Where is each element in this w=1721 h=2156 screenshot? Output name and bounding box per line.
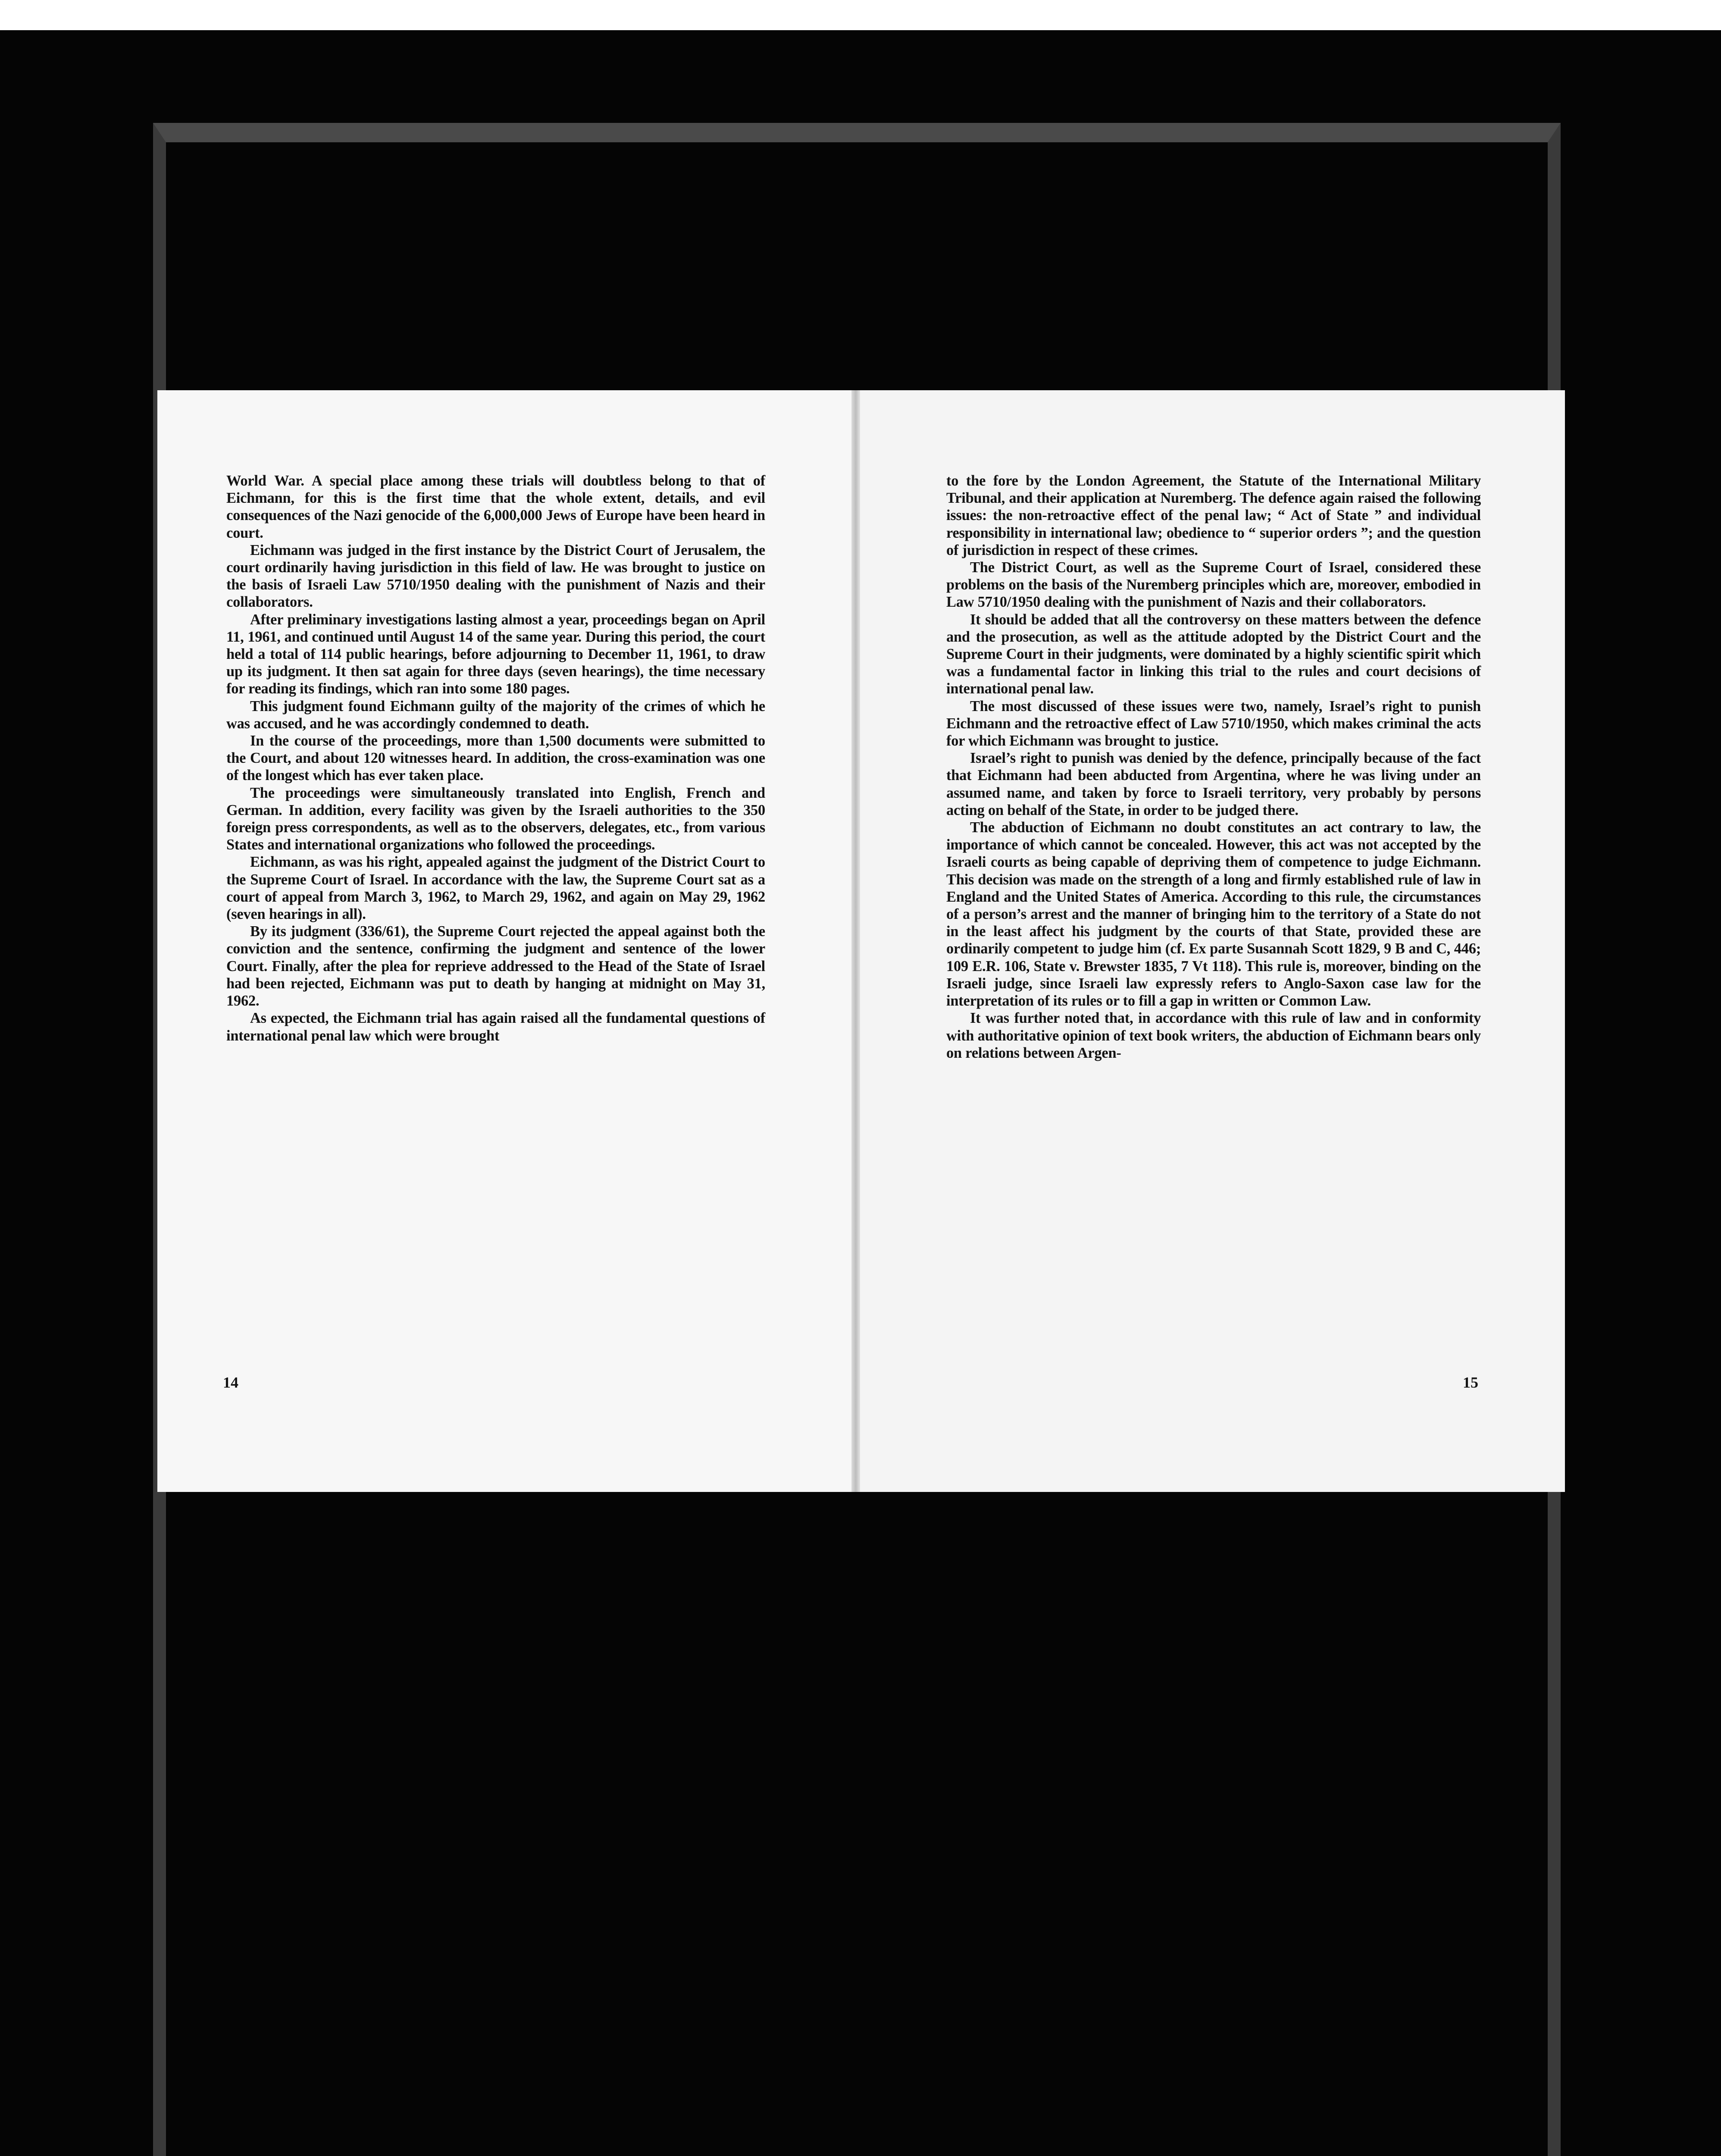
page-number-left: 14: [223, 1374, 238, 1391]
paragraph: The District Court, as well as the Supreme Court of Israel, considered these problems on the basis of the Nuremberg principles which are, moreover, embodied in Law 5710/1950 dealing with the punishment of Nazis and their collaborators.: [946, 559, 1481, 611]
book-gutter: [851, 390, 860, 1492]
page-number-right: 15: [1463, 1374, 1478, 1391]
paragraph: By its judgment (336/61), the Supreme Court rejected the appeal against both the conviction and the sentence, confirming the judgment and sentence of the lower Court. Finally, after the plea for reprieve addressed to the Head of the State of Israel had been rejected, Eichmann was put to death by hanging at midnight on May 31, 1962.: [226, 923, 765, 1009]
paragraph: In the course of the proceedings, more than 1,500 documents were submitted to the Court, and about 120 witnesses heard. In addition, the cross-examination was one of the longest which has ever taken place.: [226, 733, 765, 784]
book-spread: [157, 390, 1565, 1492]
left-page-text: [226, 472, 765, 1044]
paragraph: It was further noted that, in accordance with this rule of law and in conformity with authoritative opinion of text book writers, the abduction of Eichmann bears only on relations between Argen-: [946, 1010, 1481, 1061]
paragraph: The most discussed of these issues were two, namely, Israel’s right to punish Eichmann and the retroactive effect of Law 5710/1950, which makes criminal the acts for which Eichmann was brought to justice.: [946, 698, 1481, 749]
paragraph: It should be added that all the controversy on these matters between the defence and the prosecution, as well as the attitude adopted by the District Court and the Supreme Court in their judgments, were dominated by a highly scientific spirit which was a fundamental factor in linking this trial to the rules and court decisions of international penal law.: [946, 611, 1481, 697]
left-page: [157, 390, 851, 1492]
paragraph: After preliminary investigations lasting almost a year, proceedings began on April 11, 1961, and continued until August 14 of the same year. During this period, the court held a total of 114 public hearings, before adjourning to December 11, 1961, to draw up its judgment. It then sat again for three days (seven hearings), the time necessary for reading its findings, which ran into some 180 pages.: [226, 611, 765, 697]
paragraph: Israel’s right to punish was denied by the defence, principally because of the fact that Eichmann had been abducted from Argentina, where he was living under an assumed name, and taken by force to Israeli territory, very probably by persons acting on behalf of the State, in order to be judged there.: [946, 750, 1481, 818]
paragraph: The proceedings were simultaneously translated into English, French and German. In addition, every facility was given by the Israeli authorities to the 350 foreign press correspondents, as well as to the observers, delegates, etc., from various States and international organizations who followed the proceedings.: [226, 784, 765, 853]
paragraph: World War. A special place among these trials will doubtless belong to that of Eichmann, for this is the first time that the whole extent, details, and evil consequences of the Nazi genocide of the 6,000,000 Jews of Europe have been heard in court.: [226, 473, 765, 541]
right-page: [860, 390, 1565, 1492]
paragraph: The abduction of Eichmann no doubt constitutes an act contrary to law, the importance of which cannot be concealed. However, this act was not accepted by the Israeli courts as being capable of depriving them of competence to judge Eichmann. This decision was made on the strength of a long and firmly established rule of law in England and the United States of America. According to this rule, the circumstances of a person’s arrest and the manner of bringing him to the territory of a State do not in the least affect his judgment by the courts of that State, provided these are ordinarily competent to judge him (cf. Ex parte Susannah Scott 1829, 9 B and C, 446; 109 E.R. 106, State v. Brewster 1835, 7 Vt 118). This rule is, moreover, binding on the Israeli judge, since Israeli law expressly refers to Anglo-Saxon case law for the interpretation of its rules or to fill a gap in written or Common Law.: [946, 819, 1481, 1009]
paragraph: to the fore by the London Agreement, the Statute of the International Military Tribunal, and their application at Nuremberg. The defence again raised the following issues: the non-retroactive effect of the penal law; “ Act of State ” and individual responsibility in international law; obedience to “ superior orders ”; and the question of jurisdiction in respect of these crimes.: [946, 473, 1481, 558]
paragraph: Eichmann was judged in the first instance by the District Court of Jerusalem, the court ordinarily having jurisdiction in this field of law. He was brought to justice on the basis of Israeli Law 5710/1950 dealing with the punishment of Nazis and their collaborators.: [226, 542, 765, 611]
paragraph: This judgment found Eichmann guilty of the majority of the crimes of which he was accused, and he was accordingly condemned to death.: [226, 698, 765, 732]
paragraph: As expected, the Eichmann trial has again raised all the fundamental questions of international penal law which were brought: [226, 1010, 765, 1044]
paragraph: Eichmann, as was his right, appealed against the judgment of the District Court to the Supreme Court of Israel. In accordance with the law, the Supreme Court sat as a court of appeal from March 3, 1962, to March 29, 1962, and again on May 29, 1962 (seven hearings in all).: [226, 854, 765, 923]
right-page-text: [946, 472, 1481, 1062]
